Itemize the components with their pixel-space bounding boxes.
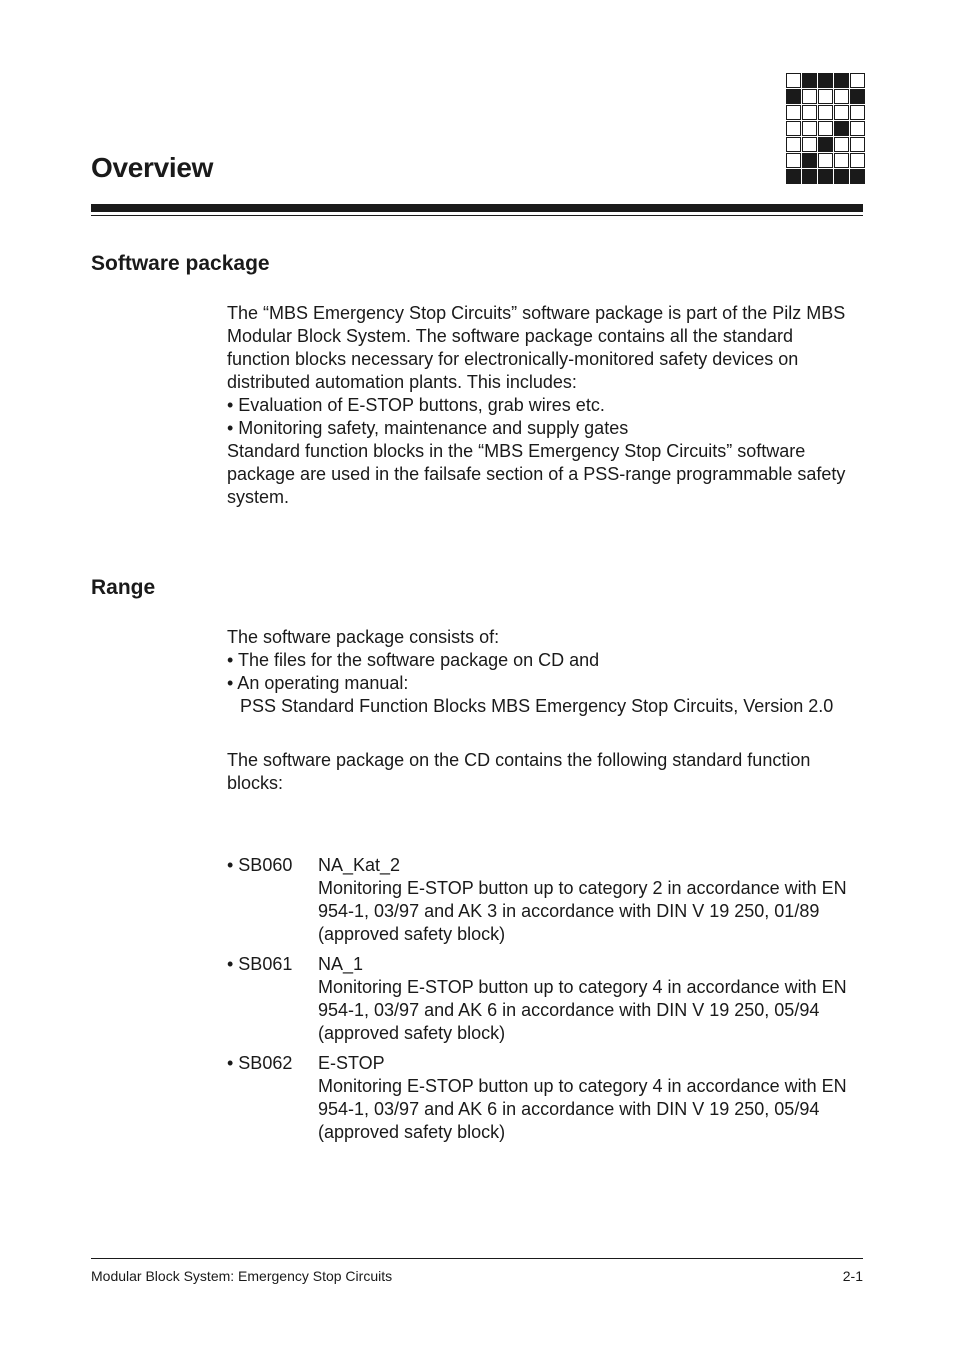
function-block-name: NA_Kat_2 — [318, 855, 401, 875]
pilz-logo — [786, 73, 865, 184]
logo-cell — [834, 105, 849, 120]
function-block-status: (approved safety block) — [318, 924, 506, 944]
logo-cell — [786, 137, 801, 152]
function-block-name: E-STOP — [318, 1053, 385, 1073]
logo-cell — [786, 153, 801, 168]
software-package-outro: Standard function blocks in the “MBS Emergency Stop Circuits” software package are used in the failsafe section of a PSS-range programmable safety system. — [227, 441, 846, 507]
logo-cell — [802, 153, 817, 168]
function-block-list — [227, 854, 867, 1151]
logo-cell — [834, 73, 849, 88]
list-item: • Monitoring safety, maintenance and supply gates — [227, 418, 629, 438]
logo-cell — [802, 121, 817, 136]
logo-cell — [786, 121, 801, 136]
footer-page-number: 2-1 — [842, 1268, 863, 1284]
manual-title: PSS Standard Function Blocks MBS Emergency Stop Circuits, Version 2.0 — [240, 696, 834, 716]
logo-cell — [850, 121, 865, 136]
logo-cell — [802, 73, 817, 88]
logo-cell — [834, 169, 849, 184]
list-item: • An operating manual: — [227, 673, 409, 693]
function-block-item — [227, 1052, 867, 1144]
logo-cell — [850, 153, 865, 168]
logo-cell — [834, 89, 849, 104]
logo-cell — [818, 137, 833, 152]
logo-cell — [802, 137, 817, 152]
logo-cell — [850, 73, 865, 88]
logo-cell — [802, 105, 817, 120]
logo-cell — [818, 89, 833, 104]
function-block-item — [227, 854, 867, 946]
logo-cell — [786, 105, 801, 120]
page-title: Overview — [91, 152, 214, 183]
function-block-description: Monitoring E-STOP button up to category 4 in accordance with EN 954-1, 03/97 and AK 6 in accordance with DIN V 19 250, 05/94 — [318, 977, 847, 1020]
logo-cell — [850, 105, 865, 120]
section-heading-software-package: Software package — [91, 252, 270, 275]
function-block-status: (approved safety block) — [318, 1122, 506, 1142]
footer-rule — [91, 1258, 863, 1259]
function-block-code: • SB061 — [227, 954, 293, 974]
software-package-intro: The “MBS Emergency Stop Circuits” software package is part of the Pilz MBS Modular Block System. The software package contains all the standard function blocks necessary for electronically-monitored safety devices on distributed automation plants. This includes: — [227, 303, 846, 392]
logo-cell — [850, 89, 865, 104]
function-block-description: Monitoring E-STOP button up to category 2 in accordance with EN 954-1, 03/97 and AK 3 in accordance with DIN V 19 250, 01/89 — [318, 878, 847, 921]
logo-cell — [786, 89, 801, 104]
footer-document-title: Modular Block System: Emergency Stop Circuits — [91, 1268, 393, 1284]
function-block-name: NA_1 — [318, 954, 364, 974]
title-rule-thin — [91, 215, 863, 216]
range-intro: The software package consists of: — [227, 627, 500, 647]
logo-cell — [818, 73, 833, 88]
list-item: • The files for the software package on CD and — [227, 650, 600, 670]
logo-cell — [850, 137, 865, 152]
cd-contents-text: The software package on the CD contains the following standard function blocks: — [227, 750, 811, 793]
function-block-description: Monitoring E-STOP button up to category 4 in accordance with EN 954-1, 03/97 and AK 6 in accordance with DIN V 19 250, 05/94 — [318, 1076, 847, 1119]
logo-cell — [786, 169, 801, 184]
logo-cell — [818, 105, 833, 120]
logo-cell — [850, 169, 865, 184]
software-package-body — [227, 302, 857, 509]
logo-cell — [834, 153, 849, 168]
logo-cell — [818, 153, 833, 168]
function-block-code: • SB062 — [227, 1053, 293, 1073]
function-block-item — [227, 953, 867, 1045]
logo-cell — [818, 121, 833, 136]
range-body — [227, 626, 857, 795]
logo-cell — [834, 137, 849, 152]
logo-cell — [818, 169, 833, 184]
logo-cell — [786, 73, 801, 88]
logo-cell — [834, 121, 849, 136]
logo-cell — [802, 169, 817, 184]
logo-cell — [802, 89, 817, 104]
list-item: • Evaluation of E-STOP buttons, grab wires etc. — [227, 395, 605, 415]
title-rule-thick — [91, 204, 863, 212]
section-heading-range: Range — [91, 576, 156, 599]
function-block-status: (approved safety block) — [318, 1023, 506, 1043]
function-block-code: • SB060 — [227, 855, 293, 875]
